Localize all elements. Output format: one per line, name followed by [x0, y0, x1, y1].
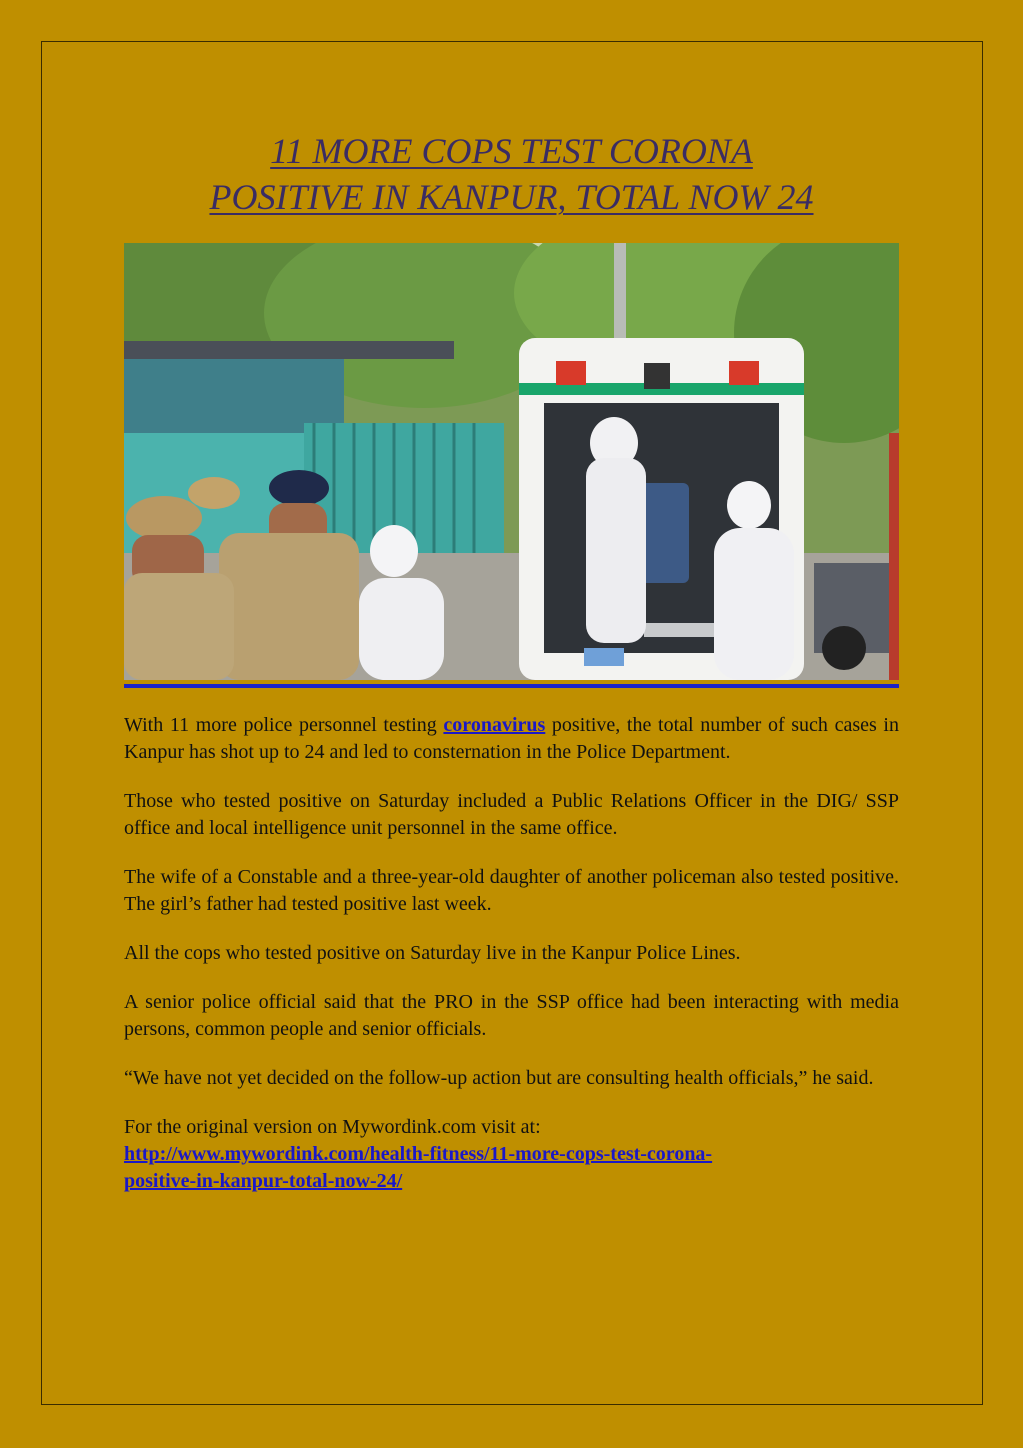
source-url-line-1: http://www.mywordink.com/health-fitness/11-more-cops-test-corona-	[124, 1143, 713, 1165]
paragraph-2: Those who tested positive on Saturday included a Public Relations Officer in the DIG/ SSP office and local intelligence unit personnel in the same office.	[124, 790, 899, 839]
title-line-1: 11 MORE COPS TEST CORONA	[270, 131, 753, 171]
paragraph-4: All the cops who tested positive on Saturday live in the Kanpur Police Lines.	[124, 942, 741, 964]
source-url-line-2: positive-in-kanpur-total-now-24/	[124, 1170, 403, 1192]
coronavirus-link[interactable]: coronavirus	[443, 714, 546, 736]
paragraph-5: A senior police official said that the PRO in the SSP office had been interacting with media persons, common people and senior officials.	[124, 991, 899, 1040]
article-body	[124, 712, 899, 1195]
source-label: For the original version on Mywordink.com visit at:	[124, 1116, 541, 1138]
photo-divider-rule	[124, 684, 899, 688]
title-line-2: POSITIVE IN KANPUR, TOTAL NOW 24	[209, 177, 814, 217]
paragraph-1	[124, 712, 899, 766]
article-photo	[124, 243, 899, 680]
source-url-paragraph	[124, 1141, 899, 1195]
paragraph-1-text-a: With 11 more police personnel testing	[124, 714, 444, 736]
paragraph-6: “We have not yet decided on the follow-up action but are consulting health officials,” he said.	[124, 1067, 874, 1089]
paragraph-1-text-b: positive, the total number of such cases in Kanpur has shot up to 24 and led to consternation in the Police Department.	[124, 714, 899, 763]
source-block	[124, 1114, 899, 1195]
article-title	[100, 128, 923, 220]
paragraph-3: The wife of a Constable and a three-year-old daughter of another policeman also tested positive. The girl’s father had tested positive last week.	[124, 866, 899, 915]
source-url-link[interactable]	[124, 1143, 712, 1192]
